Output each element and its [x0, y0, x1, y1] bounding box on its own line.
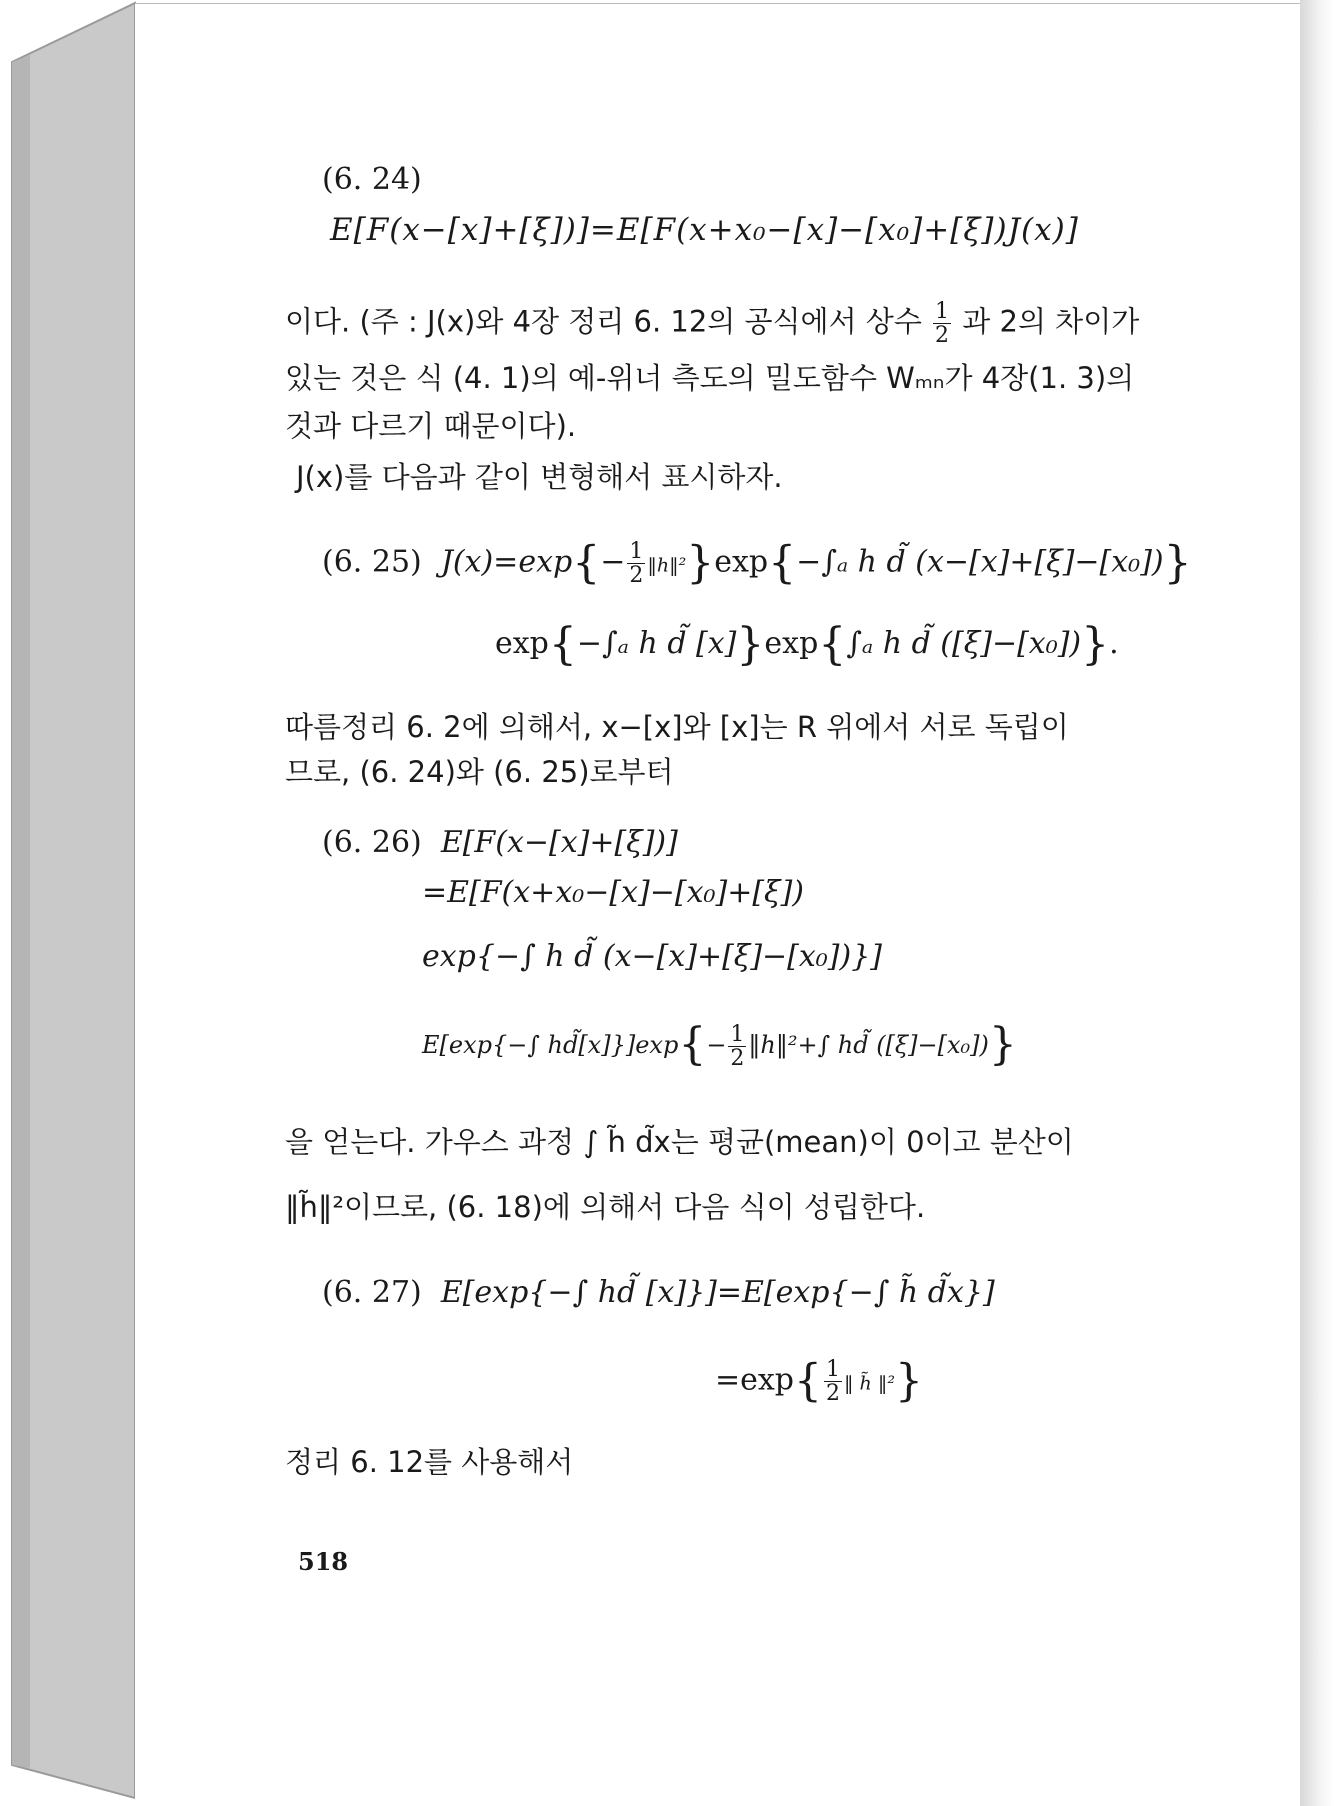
right-brace: }	[1081, 619, 1110, 670]
right-brace: }	[988, 1019, 1017, 1071]
page-edge-shadow	[1300, 0, 1334, 1806]
fraction-one-half	[933, 300, 951, 347]
eq-segment: −∫ₐ h d̃ (x−[x]+[ξ]−[x₀])	[796, 544, 1164, 580]
paragraph-line-1	[285, 300, 1139, 347]
equation-label-6-24: (6. 24)	[322, 162, 422, 197]
left-brace: {	[768, 537, 797, 589]
left-brace: {	[794, 1355, 823, 1407]
equation-6-26-line-2: =E[F(x+x₀−[x]−[x₀]+[ξ])	[422, 875, 804, 910]
eq-segment: exp	[495, 626, 549, 661]
equation-6-26-line-1	[322, 825, 678, 860]
fraction-numerator: 1	[629, 539, 644, 564]
paragraph-line-9: 정리 6. 12를 사용해서	[285, 1445, 574, 1479]
fraction-denominator: 2	[730, 1046, 745, 1072]
fraction-numerator: 1	[826, 1357, 841, 1382]
spine-face	[12, 3, 135, 1798]
equation-6-25-line-2	[495, 619, 1119, 670]
right-brace: }	[894, 1355, 923, 1407]
eq-segment: exp	[714, 544, 769, 580]
left-brace: {	[818, 619, 847, 670]
text-segment: 이다. (주 : J(x)와 4장 정리 6. 12의 공식에서 상수	[285, 304, 922, 339]
equation-label-6-27: (6. 27)	[322, 1275, 422, 1310]
eq-segment: E[F(x−[x]+[ξ])]	[440, 825, 678, 860]
fraction-numerator: 1	[730, 1022, 745, 1047]
fraction-one-half	[824, 1358, 842, 1405]
spine-highlight	[12, 55, 30, 1768]
eq-segment: E[exp{−∫ hd̃ [x]}]=E[exp{−∫ h̃ d̃x}]	[440, 1275, 995, 1310]
eq-segment: ∫ₐ h d̃ ([ξ]−[x₀])	[846, 626, 1082, 661]
fraction-denominator: 2	[935, 323, 950, 349]
page-number: 518	[298, 1547, 349, 1576]
eq-segment: exp	[764, 626, 819, 661]
equation-6-26-line-4: E[exp{−∫ hd̃[x]}]exp{− $\frac{1}{2}$ ‖h‖²+∫ hd̃ ([ξ]−[x₀])}	[422, 1019, 1017, 1072]
equation-label-6-26: (6. 26)	[322, 825, 422, 860]
paragraph-line-8: ‖h̃‖²이므로, (6. 18)에 의해서 다음 식이 성립한다.	[285, 1190, 926, 1224]
fraction-one-half	[728, 1023, 746, 1070]
eq-segment: ‖ h̃ ‖²	[844, 1372, 895, 1395]
paragraph-line-6: 므로, (6. 24)와 (6. 25)로부터	[285, 755, 674, 789]
fraction-denominator: 2	[629, 563, 644, 589]
equation-label-6-25: (6. 25)	[322, 544, 422, 580]
equation-6-26-line-3: exp{−∫ h d̃ (x−[x]+[ξ]−[x₀])}]	[422, 939, 883, 974]
eq-segment: =exp	[715, 1362, 795, 1398]
eq-segment: .	[1109, 626, 1119, 661]
left-brace: {	[548, 619, 577, 670]
paragraph-line-5: 따름정리 6. 2에 의해서, x−[x]와 [x]는 R 위에서 서로 독립이	[285, 710, 1069, 744]
eq-segment: −∫ₐ h d̃ [x]	[576, 626, 737, 661]
left-brace: {	[572, 537, 601, 589]
equation-6-27-line-1	[322, 1275, 995, 1310]
equation-6-25-line-1	[322, 537, 1192, 589]
right-brace: }	[686, 537, 715, 589]
eq-segment: J(x)=exp	[440, 544, 573, 580]
equation-6-27-line-2	[715, 1355, 923, 1407]
paragraph-line-2: 있는 것은 식 (4. 1)의 예-위너 측도의 밀도함수 Wₘₙ가 4장(1. 3)의	[285, 361, 1135, 395]
text-segment: 과 2의 차이가	[962, 304, 1140, 339]
paragraph-line-7: 을 얻는다. 가우스 과정 ∫ h̃ d̃x는 평균(mean)이 0이고 분산이	[285, 1125, 1074, 1159]
eq-segment: −	[600, 544, 626, 580]
right-brace: }	[1163, 537, 1192, 589]
paragraph-line-3: 것과 다르기 때문이다).	[285, 409, 577, 443]
paragraph-line-4: J(x)를 다음과 같이 변형해서 표시하자.	[296, 460, 783, 494]
equation-6-24: E[F(x−[x]+[ξ])]=E[F(x+x₀−[x]−[x₀]+[ξ])J(x)]	[330, 212, 1079, 248]
left-brace: {	[678, 1019, 707, 1071]
fraction-one-half	[627, 540, 645, 587]
eq-segment: ‖h‖²+∫ hd̃ ([ξ]−[x₀])	[748, 1031, 989, 1060]
right-brace: }	[736, 619, 765, 670]
eq-segment: ‖h‖²	[647, 554, 687, 577]
eq-segment: E[exp{−∫ hd̃[x]}]exp	[422, 1031, 679, 1060]
fraction-numerator: 1	[935, 299, 950, 324]
fraction-denominator: 2	[826, 1381, 841, 1407]
